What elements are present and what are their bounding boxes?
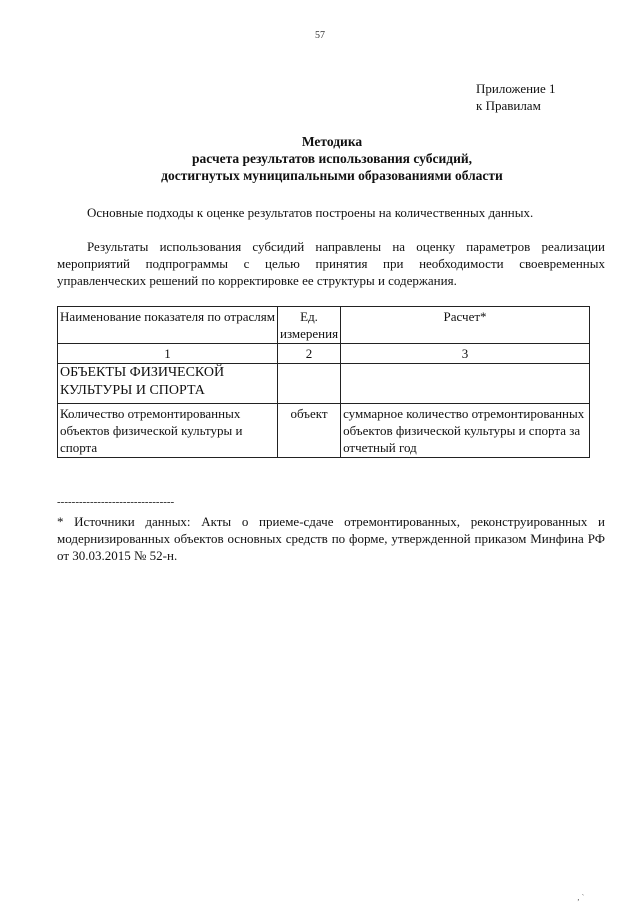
column-number-1: 1 — [58, 344, 278, 364]
footnote-text: * Источники данных: Акты о приеме-сдаче отремонтированных, реконструированных и модернизированных объектов основных средств по форме, утвержденной приказом Минфина РФ от 30.03.2015 № 52-н. — [57, 514, 605, 563]
section-title: ОБЪЕКТЫ ФИЗИЧЕСКОЙ КУЛЬТУРЫ И СПОРТА — [58, 364, 278, 404]
title-line-3: достигнутых муниципальными образованиями области — [161, 168, 503, 183]
appendix-label — [476, 80, 556, 114]
column-number-2: 2 — [278, 344, 341, 364]
appendix-line-1: Приложение 1 — [476, 81, 556, 96]
table-row — [58, 404, 590, 458]
title-line-1: Методика — [301, 134, 363, 149]
title-line-2: расчета результатов использования субсидий, — [191, 151, 473, 166]
paragraph-2 — [57, 238, 605, 289]
row-indicator-name: Количество отремонтированных объектов физической культуры и спорта — [58, 404, 278, 458]
document-title — [0, 133, 640, 184]
table-section-row — [58, 364, 590, 404]
appendix-line-2: к Правилам — [476, 98, 541, 113]
paragraph-1 — [57, 204, 605, 221]
row-unit: объект — [278, 404, 341, 458]
paragraph-2-text: Результаты использования субсидий направлены на оценку параметров реализации мероприятий подпрограммы с целью принятия при необходимости своевременных управленческих решений по корректировке ее структуры и содержания. — [57, 239, 605, 288]
footnote-separator: -------------------------------- — [57, 496, 175, 508]
column-number-3: 3 — [341, 344, 590, 364]
indicators-table — [57, 306, 590, 458]
section-empty-calc — [341, 364, 590, 404]
header-indicator-name: Наименование показателя по отраслям — [58, 307, 278, 344]
header-unit: Ед. измерения — [278, 307, 341, 344]
table-number-row — [58, 344, 590, 364]
section-empty-unit — [278, 364, 341, 404]
row-calculation: суммарное количество отремонтированных объектов физической культуры и спорта за отчетный год — [341, 404, 590, 458]
paragraph-1-text: Основные подходы к оценке результатов построены на количественных данных. — [87, 205, 534, 220]
page-number: 57 — [315, 30, 325, 41]
corner-mark: ‚ ` — [577, 893, 585, 902]
table-header-row — [58, 307, 590, 344]
header-calculation: Расчет* — [341, 307, 590, 344]
